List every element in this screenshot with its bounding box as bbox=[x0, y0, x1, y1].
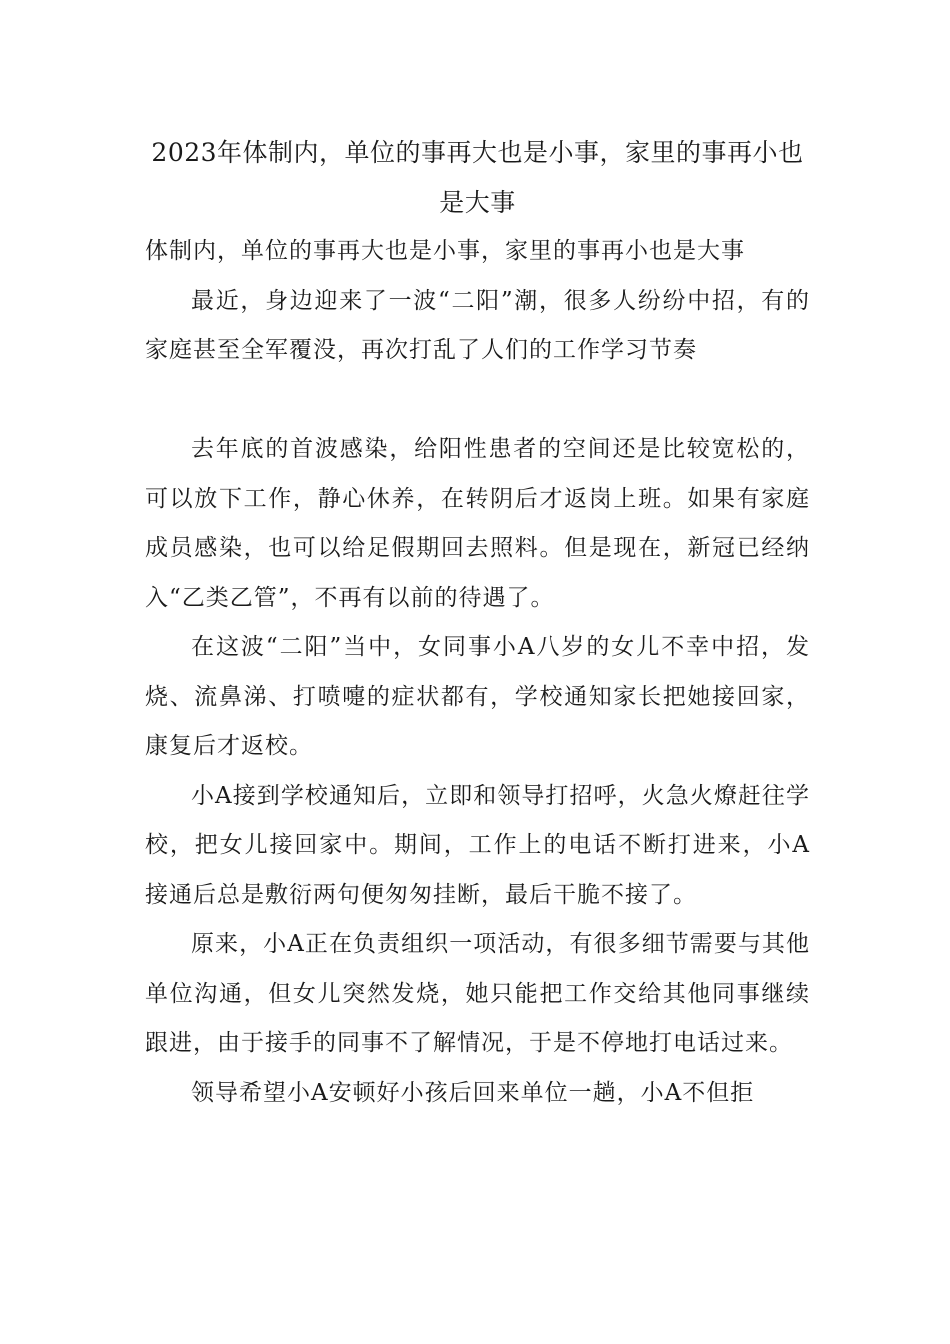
document-body bbox=[145, 227, 810, 1118]
body-paragraph: 领导希望小A安顿好小孩后回来单位一趟，小A不但拒 bbox=[191, 1079, 755, 1106]
body-paragraph: 去年底的首波感染，给阳性患者的空间还是比较宽松的，可以放下工作，静心休养，在转阴后才返岗上班。如果有家庭成员感染，也可以给足假期回去照料。但是现在，新冠已经纳入“乙类乙管”，不再有以前的待遇了。 bbox=[145, 436, 810, 611]
subtitle-paragraph: 体制内，单位的事再大也是小事，家里的事再小也是大事 bbox=[145, 238, 745, 264]
body-paragraph: 最近，身边迎来了一波“二阳”潮，很多人纷纷中招，有的家庭甚至全军覆没，再次打乱了人们的工作学习节奏 bbox=[145, 287, 810, 363]
body-paragraph: 原来，小A正在负责组织一项活动，有很多细节需要与其他单位沟通，但女儿突然发烧，她只能把工作交给其他同事继续跟进，由于接手的同事不了解情况，于是不停地打电话过来。 bbox=[145, 931, 810, 1056]
body-paragraph: 在这波“二阳”当中，女同事小A八岁的女儿不幸中招，发烧、流鼻涕、打喷嚏的症状都有，学校通知家长把她接回家，康复后才返校。 bbox=[145, 634, 810, 759]
paragraph-spacer bbox=[145, 376, 810, 426]
body-paragraph: 小A接到学校通知后，立即和领导打招呼，火急火燎赶往学校，把女儿接回家中。期间，工作上的电话不断打进来，小A接通后总是敷衍两句便匆匆挂断，最后干脆不接了。 bbox=[145, 782, 810, 908]
document-title: 2023年体制内，单位的事再大也是小事，家里的事再小也是大事 bbox=[151, 138, 804, 217]
